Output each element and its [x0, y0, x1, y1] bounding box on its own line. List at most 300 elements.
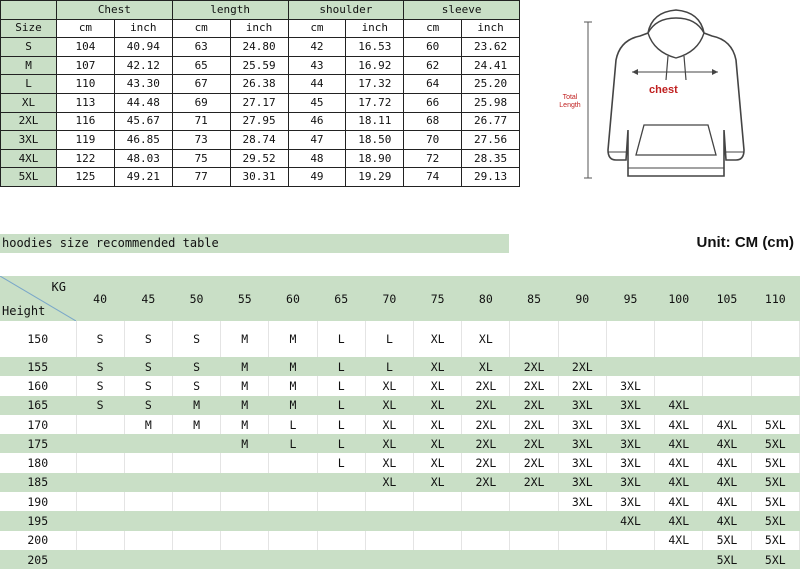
recommend-size-cell — [124, 511, 172, 530]
recommend-size-cell: L — [317, 415, 365, 434]
recommend-size-cell — [703, 396, 751, 415]
recommend-size-cell: M — [172, 415, 220, 434]
header-unit-5: inch — [346, 19, 404, 38]
recommend-size-cell: 4XL — [703, 511, 751, 530]
recommend-size-cell: 2XL — [510, 415, 558, 434]
recommend-size-cell — [414, 492, 462, 511]
recommend-size-cell — [606, 550, 654, 569]
weight-header-cell: 50 — [172, 276, 220, 321]
recommend-size-cell: 5XL — [751, 453, 799, 472]
height-label: Height — [2, 304, 46, 318]
recommend-size-cell: 2XL — [510, 473, 558, 492]
recommend-size-cell: L — [365, 357, 413, 376]
height-cell: 185 — [0, 473, 76, 492]
recommend-size-cell: 3XL — [558, 453, 606, 472]
recommend-row — [0, 473, 800, 492]
size-value-cell: 26.38 — [230, 75, 288, 94]
size-value-cell: 60 — [404, 38, 462, 57]
size-value-cell: 48 — [288, 149, 346, 168]
recommend-size-cell: L — [317, 357, 365, 376]
recommend-size-cell — [269, 531, 317, 550]
recommend-size-cell: M — [221, 321, 269, 357]
recommend-size-cell — [269, 511, 317, 530]
size-value-cell: 29.52 — [230, 149, 288, 168]
header-group-1: length — [172, 1, 288, 20]
recommend-size-cell — [76, 492, 124, 511]
recommend-size-cell: 2XL — [558, 376, 606, 395]
size-value-cell: 28.74 — [230, 131, 288, 150]
header-group-3: sleeve — [404, 1, 520, 20]
weight-header-cell: 75 — [414, 276, 462, 321]
recommend-row — [0, 511, 800, 530]
kg-height-corner — [0, 276, 76, 321]
recommend-row — [0, 396, 800, 415]
recommend-size-cell — [558, 531, 606, 550]
recommend-size-cell — [269, 473, 317, 492]
size-value-cell: 42 — [288, 38, 346, 57]
recommend-size-cell: XL — [462, 357, 510, 376]
height-cell: 155 — [0, 357, 76, 376]
recommend-size-cell: 4XL — [655, 415, 703, 434]
size-value-cell: 18.50 — [346, 131, 404, 150]
size-value-cell: 104 — [57, 38, 115, 57]
size-value-cell: 74 — [404, 168, 462, 187]
header-unit-4: cm — [288, 19, 346, 38]
recommend-size-cell — [124, 453, 172, 472]
total-length-line1: Total — [562, 94, 578, 101]
recommend-size-cell: 3XL — [558, 415, 606, 434]
recommend-size-cell — [462, 511, 510, 530]
recommend-size-cell — [76, 415, 124, 434]
recommend-size-cell: 3XL — [606, 473, 654, 492]
header-unit-3: inch — [230, 19, 288, 38]
size-value-cell: 46.85 — [114, 131, 172, 150]
recommend-size-cell: 5XL — [703, 550, 751, 569]
size-value-cell: 75 — [172, 149, 230, 168]
recommend-row — [0, 531, 800, 550]
recommend-size-cell — [655, 376, 703, 395]
recommend-size-cell — [751, 357, 799, 376]
size-value-cell: 17.72 — [346, 93, 404, 112]
recommend-size-cell — [606, 357, 654, 376]
recommend-size-cell — [76, 453, 124, 472]
size-label-cell: XL — [1, 93, 57, 112]
recommend-size-cell — [317, 492, 365, 511]
recommend-size-cell — [317, 473, 365, 492]
size-value-cell: 107 — [57, 56, 115, 75]
recommend-size-cell: S — [76, 357, 124, 376]
size-label-cell: 4XL — [1, 149, 57, 168]
recommend-size-cell: 3XL — [606, 434, 654, 453]
recommend-size-cell: 2XL — [510, 453, 558, 472]
recommend-size-cell: M — [124, 415, 172, 434]
recommend-size-cell — [462, 550, 510, 569]
size-value-cell: 19.29 — [346, 168, 404, 187]
weight-header-cell: 95 — [606, 276, 654, 321]
recommend-size-cell: L — [365, 321, 413, 357]
recommend-size-cell: 3XL — [558, 434, 606, 453]
recommend-size-cell — [76, 473, 124, 492]
recommend-size-cell: M — [221, 415, 269, 434]
size-value-cell: 122 — [57, 149, 115, 168]
size-value-cell: 73 — [172, 131, 230, 150]
recommend-size-cell: 5XL — [751, 473, 799, 492]
recommend-size-cell — [172, 492, 220, 511]
size-row — [1, 75, 520, 94]
recommend-size-cell — [462, 492, 510, 511]
recommend-size-cell: 3XL — [606, 492, 654, 511]
recommend-size-cell — [558, 511, 606, 530]
size-value-cell: 25.98 — [462, 93, 520, 112]
recommend-size-cell: M — [269, 321, 317, 357]
weight-header-cell: 70 — [365, 276, 413, 321]
recommend-size-cell — [76, 531, 124, 550]
size-row — [1, 131, 520, 150]
recommend-size-cell — [751, 321, 799, 357]
recommend-header-row — [0, 276, 800, 321]
recommend-size-cell: M — [221, 434, 269, 453]
recommend-size-cell: L — [317, 453, 365, 472]
recommend-size-cell — [655, 550, 703, 569]
size-label-cell: 2XL — [1, 112, 57, 131]
recommend-size-cell: XL — [414, 321, 462, 357]
recommend-size-cell — [221, 453, 269, 472]
recommend-size-cell — [414, 531, 462, 550]
recommend-size-cell — [172, 453, 220, 472]
recommend-size-cell: S — [124, 321, 172, 357]
recommend-size-cell: M — [221, 396, 269, 415]
recommend-size-cell: 2XL — [510, 434, 558, 453]
recommend-size-cell: XL — [462, 321, 510, 357]
recommend-size-cell: 3XL — [606, 453, 654, 472]
recommend-size-cell: 4XL — [655, 453, 703, 472]
size-row — [1, 168, 520, 187]
size-value-cell: 45.67 — [114, 112, 172, 131]
size-value-cell: 18.90 — [346, 149, 404, 168]
kg-label: KG — [51, 280, 66, 294]
size-value-cell: 16.53 — [346, 38, 404, 57]
size-value-cell: 66 — [404, 93, 462, 112]
recommend-size-cell — [510, 321, 558, 357]
total-length-label — [554, 94, 586, 110]
recommend-size-cell: XL — [365, 434, 413, 453]
recommend-size-cell — [414, 511, 462, 530]
recommend-size-cell — [221, 531, 269, 550]
header-unit-0: cm — [57, 19, 115, 38]
recommend-size-cell: L — [317, 321, 365, 357]
recommend-row — [0, 415, 800, 434]
size-value-cell: 24.41 — [462, 56, 520, 75]
recommend-size-cell — [221, 511, 269, 530]
weight-header-cell: 105 — [703, 276, 751, 321]
recommend-size-cell — [124, 531, 172, 550]
recommend-size-cell — [172, 531, 220, 550]
recommend-size-cell — [365, 550, 413, 569]
hoodie-diagram — [548, 0, 800, 200]
size-label-cell: M — [1, 56, 57, 75]
height-cell: 150 — [0, 321, 76, 357]
recommend-size-cell — [365, 492, 413, 511]
recommend-size-cell: S — [124, 357, 172, 376]
size-header-units — [1, 19, 520, 38]
recommend-size-cell: 2XL — [462, 434, 510, 453]
weight-header-cell: 100 — [655, 276, 703, 321]
size-value-cell: 64 — [404, 75, 462, 94]
recommend-size-cell: 3XL — [558, 396, 606, 415]
recommend-size-cell — [606, 531, 654, 550]
recommend-size-cell: 2XL — [510, 376, 558, 395]
size-value-cell: 62 — [404, 56, 462, 75]
size-value-cell: 65 — [172, 56, 230, 75]
header-unit-7: inch — [462, 19, 520, 38]
recommend-size-cell: S — [76, 396, 124, 415]
size-value-cell: 29.13 — [462, 168, 520, 187]
header-unit-6: cm — [404, 19, 462, 38]
recommend-size-cell — [510, 511, 558, 530]
recommend-size-cell: 3XL — [558, 473, 606, 492]
size-label-cell: L — [1, 75, 57, 94]
recommend-size-cell: 3XL — [606, 415, 654, 434]
recommend-size-cell: XL — [414, 434, 462, 453]
size-value-cell: 63 — [172, 38, 230, 57]
recommend-size-cell — [751, 396, 799, 415]
recommend-size-cell — [510, 492, 558, 511]
recommend-size-cell: S — [76, 321, 124, 357]
recommend-size-cell — [703, 376, 751, 395]
recommend-table — [0, 276, 800, 569]
recommend-size-cell: M — [269, 396, 317, 415]
recommend-size-cell: 4XL — [703, 473, 751, 492]
size-value-cell: 49.21 — [114, 168, 172, 187]
height-cell: 165 — [0, 396, 76, 415]
recommend-size-cell — [317, 511, 365, 530]
recommend-size-cell — [558, 321, 606, 357]
recommend-size-cell: XL — [414, 357, 462, 376]
recommend-row — [0, 550, 800, 569]
recommend-size-cell: 5XL — [751, 531, 799, 550]
recommend-row — [0, 321, 800, 357]
recommend-size-cell: 5XL — [751, 492, 799, 511]
recommend-row — [0, 434, 800, 453]
recommend-size-cell: XL — [414, 415, 462, 434]
recommend-size-cell: 4XL — [655, 396, 703, 415]
size-value-cell: 17.32 — [346, 75, 404, 94]
size-value-cell: 44 — [288, 75, 346, 94]
header-unit-1: inch — [114, 19, 172, 38]
recommend-size-cell — [76, 434, 124, 453]
size-value-cell: 27.95 — [230, 112, 288, 131]
unit-label: Unit: CM (cm) — [696, 234, 794, 251]
size-value-cell: 77 — [172, 168, 230, 187]
size-row — [1, 93, 520, 112]
recommend-size-cell — [655, 321, 703, 357]
recommend-size-cell — [269, 492, 317, 511]
recommend-size-cell: 3XL — [606, 396, 654, 415]
size-value-cell: 46 — [288, 112, 346, 131]
header-size-cell: Size — [1, 19, 57, 38]
recommend-size-cell: M — [221, 376, 269, 395]
height-cell: 195 — [0, 511, 76, 530]
size-value-cell: 69 — [172, 93, 230, 112]
header-blank-cell — [1, 1, 57, 20]
recommend-size-cell — [751, 376, 799, 395]
recommend-size-cell: 4XL — [655, 531, 703, 550]
recommend-banner: hoodies size recommended table — [0, 234, 509, 253]
size-value-cell: 125 — [57, 168, 115, 187]
recommend-size-cell — [510, 550, 558, 569]
chest-label: chest — [649, 84, 678, 96]
recommend-size-cell: S — [124, 396, 172, 415]
size-value-cell: 43 — [288, 56, 346, 75]
recommend-size-cell: 4XL — [655, 511, 703, 530]
recommend-size-cell — [317, 531, 365, 550]
size-value-cell: 26.77 — [462, 112, 520, 131]
recommend-size-cell: S — [124, 376, 172, 395]
size-value-cell: 27.17 — [230, 93, 288, 112]
height-cell: 180 — [0, 453, 76, 472]
weight-header-cell: 85 — [510, 276, 558, 321]
size-value-cell: 18.11 — [346, 112, 404, 131]
recommend-size-cell: L — [317, 376, 365, 395]
recommend-size-cell: XL — [414, 453, 462, 472]
size-value-cell: 43.30 — [114, 75, 172, 94]
recommend-size-cell: 2XL — [462, 415, 510, 434]
size-chart-table — [0, 0, 520, 187]
recommend-size-cell — [221, 492, 269, 511]
recommend-size-cell: S — [172, 376, 220, 395]
recommend-size-cell: 5XL — [751, 550, 799, 569]
recommend-size-cell: M — [269, 376, 317, 395]
recommend-size-cell — [269, 550, 317, 569]
recommend-size-cell — [76, 511, 124, 530]
header-unit-2: cm — [172, 19, 230, 38]
height-cell: 175 — [0, 434, 76, 453]
recommend-size-cell — [317, 550, 365, 569]
height-cell: 160 — [0, 376, 76, 395]
recommend-size-cell: 4XL — [703, 492, 751, 511]
recommend-size-cell: 4XL — [703, 415, 751, 434]
recommend-row — [0, 453, 800, 472]
recommend-size-cell: M — [269, 357, 317, 376]
recommend-size-cell — [414, 550, 462, 569]
recommend-size-cell: M — [221, 357, 269, 376]
size-value-cell: 24.80 — [230, 38, 288, 57]
recommend-size-cell: S — [172, 357, 220, 376]
recommend-size-cell — [124, 550, 172, 569]
recommend-size-cell: XL — [414, 376, 462, 395]
size-value-cell: 49 — [288, 168, 346, 187]
size-value-cell: 45 — [288, 93, 346, 112]
size-label-cell: 3XL — [1, 131, 57, 150]
recommend-size-cell: L — [269, 434, 317, 453]
header-group-2: shoulder — [288, 1, 404, 20]
size-value-cell: 113 — [57, 93, 115, 112]
recommend-size-cell — [172, 550, 220, 569]
recommend-size-cell: 4XL — [655, 434, 703, 453]
recommend-size-cell — [221, 473, 269, 492]
size-row — [1, 38, 520, 57]
recommend-size-cell — [269, 453, 317, 472]
height-cell: 170 — [0, 415, 76, 434]
size-value-cell: 16.92 — [346, 56, 404, 75]
recommend-size-cell — [172, 511, 220, 530]
size-label-cell: S — [1, 38, 57, 57]
recommend-size-cell — [124, 434, 172, 453]
recommend-row — [0, 492, 800, 511]
recommend-size-cell — [124, 492, 172, 511]
recommend-size-cell: S — [172, 321, 220, 357]
size-label-cell: 5XL — [1, 168, 57, 187]
size-row — [1, 112, 520, 131]
size-value-cell: 23.62 — [462, 38, 520, 57]
total-length-line2: Length — [559, 102, 581, 109]
size-value-cell: 68 — [404, 112, 462, 131]
size-value-cell: 70 — [404, 131, 462, 150]
recommend-size-cell: S — [76, 376, 124, 395]
recommend-size-cell: L — [269, 415, 317, 434]
recommend-size-cell — [558, 550, 606, 569]
size-value-cell: 119 — [57, 131, 115, 150]
size-value-cell: 47 — [288, 131, 346, 150]
recommend-size-cell: 5XL — [751, 434, 799, 453]
recommend-size-cell — [510, 531, 558, 550]
recommend-size-cell — [703, 321, 751, 357]
size-value-cell: 44.48 — [114, 93, 172, 112]
recommend-size-cell: L — [317, 434, 365, 453]
recommend-size-cell: 5XL — [751, 415, 799, 434]
size-value-cell: 116 — [57, 112, 115, 131]
recommend-size-cell — [76, 550, 124, 569]
size-header-groups — [1, 1, 520, 20]
recommend-size-cell: 4XL — [703, 434, 751, 453]
weight-header-cell: 80 — [462, 276, 510, 321]
recommend-size-cell: 3XL — [606, 376, 654, 395]
recommend-size-cell: 2XL — [462, 453, 510, 472]
recommend-size-cell — [221, 550, 269, 569]
recommend-size-cell — [172, 434, 220, 453]
weight-header-cell: 60 — [269, 276, 317, 321]
recommend-size-cell — [462, 531, 510, 550]
size-value-cell: 25.20 — [462, 75, 520, 94]
recommend-size-cell: 2XL — [510, 357, 558, 376]
recommend-size-cell: 2XL — [462, 396, 510, 415]
recommend-size-cell — [703, 357, 751, 376]
size-value-cell: 30.31 — [230, 168, 288, 187]
recommend-size-cell: 4XL — [655, 473, 703, 492]
height-cell: 200 — [0, 531, 76, 550]
weight-header-cell: 90 — [558, 276, 606, 321]
recommend-size-cell: XL — [365, 453, 413, 472]
recommend-row — [0, 357, 800, 376]
recommend-size-cell: 2XL — [462, 473, 510, 492]
size-value-cell: 25.59 — [230, 56, 288, 75]
size-value-cell: 110 — [57, 75, 115, 94]
size-value-cell: 27.56 — [462, 131, 520, 150]
recommend-size-cell — [124, 473, 172, 492]
size-value-cell: 67 — [172, 75, 230, 94]
size-row — [1, 56, 520, 75]
recommend-size-cell: XL — [414, 396, 462, 415]
recommend-size-cell — [365, 511, 413, 530]
recommend-size-cell: 2XL — [558, 357, 606, 376]
height-cell: 205 — [0, 550, 76, 569]
height-cell: 190 — [0, 492, 76, 511]
recommend-size-cell — [655, 357, 703, 376]
recommend-size-cell — [606, 321, 654, 357]
recommend-size-cell — [172, 473, 220, 492]
recommend-size-cell: 4XL — [655, 492, 703, 511]
recommend-size-cell: XL — [414, 473, 462, 492]
